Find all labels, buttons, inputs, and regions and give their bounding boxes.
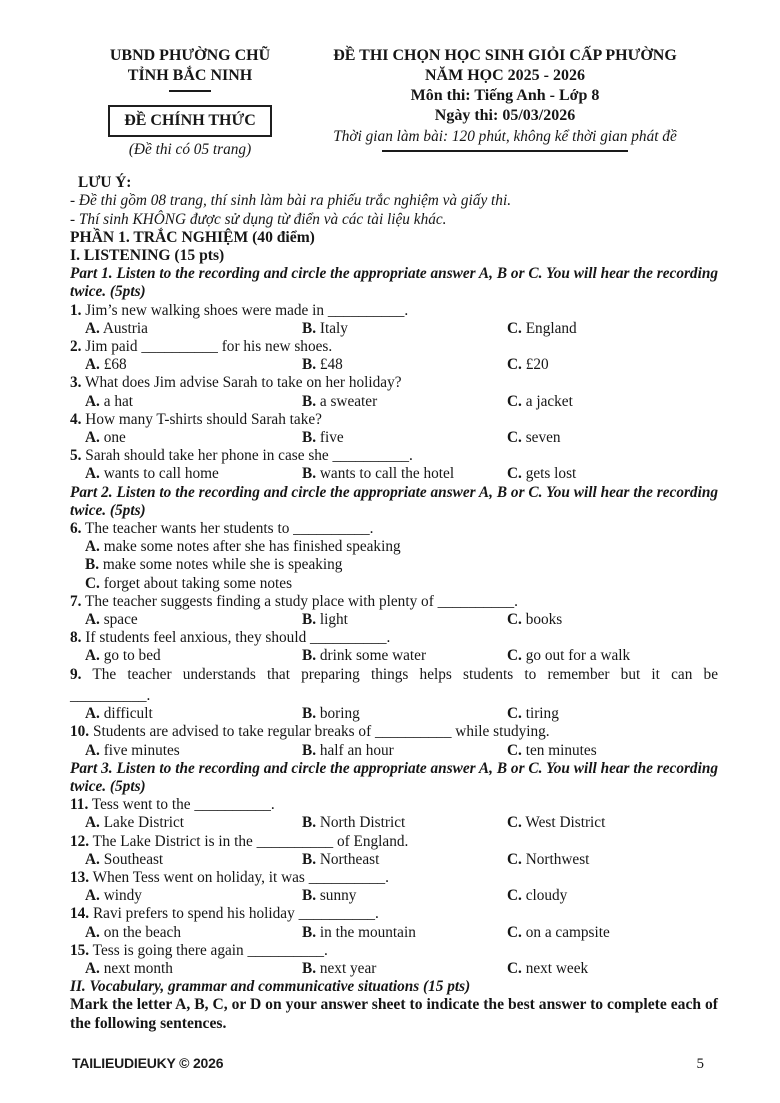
options xyxy=(70,960,718,978)
option-label: B. xyxy=(302,850,317,868)
question-stem: 14. Ravi prefers to spend his holiday __________. xyxy=(70,905,379,923)
question-number: 1. xyxy=(70,301,82,319)
question-stem: 8. If students feel anxious, they should __________. xyxy=(70,629,391,647)
option-label: C. xyxy=(507,887,522,905)
option-label: C. xyxy=(507,814,522,832)
part-intro: Part 2. Listen to the recording and circle the appropriate answer A, B or C. You will hear the recording twice. (5pts) xyxy=(70,483,718,519)
question-number: 6. xyxy=(70,520,82,538)
option-label: A. xyxy=(85,887,100,905)
options xyxy=(70,851,718,869)
option: C. tiring xyxy=(507,705,559,723)
option-label: C. xyxy=(507,392,522,410)
question-stem: 15. Tess is going there again __________. xyxy=(70,941,328,959)
question-number: 12. xyxy=(70,832,90,850)
option-label: C. xyxy=(507,319,522,337)
question-number: 5. xyxy=(70,447,82,465)
header xyxy=(70,46,718,159)
options xyxy=(70,924,718,942)
question-number: 14. xyxy=(70,905,90,923)
options xyxy=(70,356,718,374)
option: C. cloudy xyxy=(507,887,568,905)
question-stem: 10. Students are advised to take regular breaks of __________ while studying. xyxy=(70,723,550,741)
question-stem: 4. How many T-shirts should Sarah take? xyxy=(70,410,322,428)
option-label: A. xyxy=(85,392,100,410)
option-label: A. xyxy=(85,705,100,723)
option: A. make some notes after she has finished speaking xyxy=(85,538,401,556)
school-year: NĂM HỌC 2025 - 2026 xyxy=(425,67,585,84)
question-stem: 7. The teacher suggests finding a study place with plenty of __________. xyxy=(70,592,518,610)
option-label: A. xyxy=(85,959,100,977)
option-label: B. xyxy=(85,556,100,574)
option-label: C. xyxy=(507,611,522,629)
option-label: B. xyxy=(302,647,317,665)
option-label: A. xyxy=(85,319,100,337)
option: A. difficult xyxy=(85,705,153,723)
option: A. on the beach xyxy=(85,923,181,941)
option-label: B. xyxy=(302,741,317,759)
option: C. a jacket xyxy=(507,392,573,410)
section-title: PHẦN 1. TRẮC NGHIỆM (40 điểm) xyxy=(70,228,315,246)
option: A. Austria xyxy=(85,319,148,337)
question-number: 11. xyxy=(70,796,89,814)
options xyxy=(70,465,718,483)
option: C. next week xyxy=(507,959,589,977)
exam-body xyxy=(70,174,718,1033)
option-label: A. xyxy=(85,465,100,483)
option-label: B. xyxy=(302,465,317,483)
option: B. a sweater xyxy=(302,392,378,410)
option: A. space xyxy=(85,611,138,629)
subject-line: Môn thi: Tiếng Anh - Lớp 8 xyxy=(410,87,600,104)
option: C. gets lost xyxy=(507,465,577,483)
question-number: 15. xyxy=(70,941,90,959)
pages-note: (Đề thi có 05 trang) xyxy=(128,141,252,158)
option: B. in the mountain xyxy=(302,923,416,941)
question-number: 13. xyxy=(70,868,90,886)
option-label: C. xyxy=(85,574,100,592)
option: B. North District xyxy=(302,814,406,832)
exam-title-block xyxy=(310,46,718,152)
question-stem: 2. Jim paid __________ for his new shoes. xyxy=(70,338,333,356)
options xyxy=(70,814,718,832)
options xyxy=(70,393,718,411)
option-label: B. xyxy=(302,923,317,941)
parts xyxy=(70,265,718,978)
option-label: C. xyxy=(507,959,522,977)
option: B. drink some water xyxy=(302,647,427,665)
option-label: C. xyxy=(507,465,522,483)
option-label: B. xyxy=(302,887,317,905)
issuer-line2: TỈNH BẮC NINH xyxy=(127,67,253,84)
option-label: A. xyxy=(85,538,100,556)
question-stem-continued: __________. xyxy=(70,686,151,704)
question-stem: 3. What does Jim advise Sarah to take on her holiday? xyxy=(70,374,402,392)
option: C. forget about taking some notes xyxy=(85,574,293,592)
question-number: 9. xyxy=(70,665,82,683)
footer xyxy=(72,1054,704,1073)
option-label: C. xyxy=(507,923,522,941)
option-label: A. xyxy=(85,611,100,629)
option: C. seven xyxy=(507,429,561,447)
option-label: B. xyxy=(302,959,317,977)
option-label: A. xyxy=(85,647,100,665)
question-stem: 6. The teacher wants her students to __________. xyxy=(70,520,374,538)
question-stem: 12. The Lake District is in the __________ of England. xyxy=(70,832,409,850)
question-number: 8. xyxy=(70,629,82,647)
page-content xyxy=(70,46,718,1033)
note-item: - Thí sinh KHÔNG được sử dụng từ điển và các tài liệu khác. xyxy=(70,210,447,228)
option: A. £68 xyxy=(85,356,127,374)
part-intro: Part 1. Listen to the recording and circle the appropriate answer A, B or C. You will hear the recording twice. (5pts) xyxy=(70,265,718,301)
notes-heading: LƯU Ý: xyxy=(78,174,132,192)
option: B. Italy xyxy=(302,319,348,337)
option: B. next year xyxy=(302,959,377,977)
option: C. books xyxy=(507,611,563,629)
options xyxy=(70,742,718,760)
option: A. go to bed xyxy=(85,647,161,665)
option: A. windy xyxy=(85,887,142,905)
divider xyxy=(382,150,628,152)
options xyxy=(70,611,718,629)
question-stem: 11. Tess went to the __________. xyxy=(70,796,275,814)
option: B. boring xyxy=(302,705,360,723)
option: A. Lake District xyxy=(85,814,184,832)
option: C. West District xyxy=(507,814,606,832)
listening-title: I. LISTENING (15 pts) xyxy=(70,247,225,265)
vocab-section-title: II. Vocabulary, grammar and communicative situations (15 pts) xyxy=(70,978,471,996)
option-label: C. xyxy=(507,429,522,447)
question-stem: 13. When Tess went on holiday, it was __________. xyxy=(70,868,390,886)
options xyxy=(70,647,718,665)
exam-date: Ngày thi: 05/03/2026 xyxy=(434,107,576,124)
option: A. five minutes xyxy=(85,741,180,759)
option-label: B. xyxy=(302,705,317,723)
option-label: C. xyxy=(507,647,522,665)
option-label: C. xyxy=(507,705,522,723)
option: C. on a campsite xyxy=(507,923,610,941)
option: C. go out for a walk xyxy=(507,647,631,665)
question-number: 10. xyxy=(70,723,90,741)
vocab-instruction: Mark the letter A, B, C, or D on your answer sheet to indicate the best answer to complete each of the following sentences. xyxy=(70,996,718,1032)
option: A. next month xyxy=(85,959,173,977)
option: C. Northwest xyxy=(507,850,590,868)
option-label: C. xyxy=(507,741,522,759)
issuer-line1: UBND PHƯỜNG CHŨ xyxy=(109,47,271,64)
option-label: A. xyxy=(85,850,100,868)
option: B. £48 xyxy=(302,356,343,374)
option-label: A. xyxy=(85,356,100,374)
option-label: A. xyxy=(85,814,100,832)
option-label: B. xyxy=(302,356,317,374)
option-label: B. xyxy=(302,429,317,447)
option-label: A. xyxy=(85,429,100,447)
question-stem: 5. Sarah should take her phone in case she __________. xyxy=(70,447,413,465)
note-item: - Đề thi gồm 08 trang, thí sinh làm bài ra phiếu trắc nghiệm và giấy thi. xyxy=(70,192,512,210)
option: C. ten minutes xyxy=(507,741,597,759)
exam-duration: Thời gian làm bài: 120 phút, không kể thời gian phát đề xyxy=(333,128,677,145)
page-number: 5 xyxy=(696,1055,704,1072)
option: A. a hat xyxy=(85,392,134,410)
option-label: B. xyxy=(302,814,317,832)
question-number: 7. xyxy=(70,592,82,610)
options xyxy=(70,538,718,593)
option: B. light xyxy=(302,611,348,629)
option-label: A. xyxy=(85,741,100,759)
issuer-block xyxy=(70,46,310,159)
question-number: 2. xyxy=(70,338,82,356)
option: C. £20 xyxy=(507,356,549,374)
option: A. Southeast xyxy=(85,850,164,868)
option-label: B. xyxy=(302,392,317,410)
option: B. make some notes while she is speaking xyxy=(85,556,343,574)
option: B. wants to call the hotel xyxy=(302,465,455,483)
options xyxy=(70,705,718,723)
question-number: 4. xyxy=(70,410,82,428)
option: A. one xyxy=(85,429,126,447)
options xyxy=(70,429,718,447)
options xyxy=(70,887,718,905)
option-label: A. xyxy=(85,923,100,941)
option-label: C. xyxy=(507,356,522,374)
option: B. Northeast xyxy=(302,850,380,868)
option: B. sunny xyxy=(302,887,357,905)
option-label: B. xyxy=(302,611,317,629)
exam-title: ĐỀ THI CHỌN HỌC SINH GIỎI CẤP PHƯỜNG xyxy=(333,47,677,64)
option-label: C. xyxy=(507,850,522,868)
option: B. five xyxy=(302,429,344,447)
option: B. half an hour xyxy=(302,741,394,759)
question-stem: 1. Jim’s new walking shoes were made in __________. xyxy=(70,301,409,319)
option: C. England xyxy=(507,319,577,337)
question-number: 3. xyxy=(70,374,82,392)
option: A. wants to call home xyxy=(85,465,219,483)
official-stamp-box xyxy=(70,92,310,137)
option-label: B. xyxy=(302,319,317,337)
options xyxy=(70,320,718,338)
part-intro: Part 3. Listen to the recording and circle the appropriate answer A, B or C. You will hear the recording twice. (5pts) xyxy=(70,759,718,795)
question-stem: 9. The teacher understands that preparing things helps students to remember but it can be xyxy=(70,665,718,683)
watermark: TAILIEUDIEUKY © 2026 xyxy=(72,1054,224,1071)
official-stamp-label: ĐỀ CHÍNH THỨC xyxy=(108,105,272,137)
